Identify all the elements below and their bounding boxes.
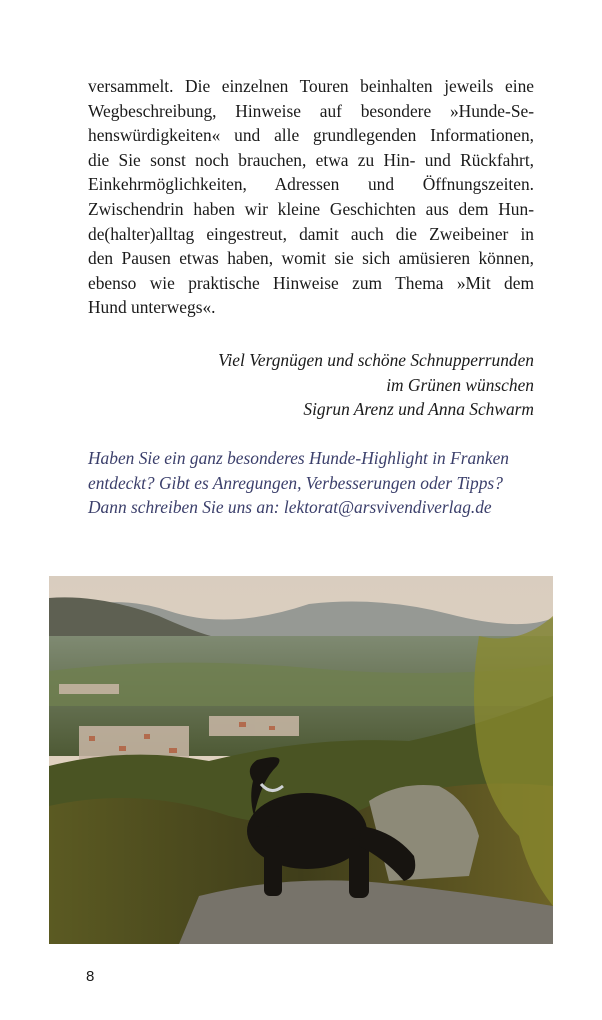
contact-note: [88, 446, 534, 520]
body-line: Zwischendrin haben wir kleine Geschichten aus dem Hun-: [88, 198, 534, 219]
body-line: Wegbeschreibung, Hinweise auf besondere »Hunde-Se-: [88, 100, 534, 121]
body-line: Hund unterwegs«.: [88, 297, 216, 318]
body-paragraph: [88, 74, 534, 320]
body-line: versammelt. Die einzelnen Touren beinhalten jeweils eine: [88, 76, 534, 96]
body-line: ebenso wie praktische Hinweise zum Thema »Mit dem: [88, 272, 534, 293]
body-line: den Pausen etwas haben, womit sie sich amüsieren können,: [88, 248, 534, 269]
note-line: entdeckt? Gibt es Anregungen, Verbesserungen oder Tipps?: [88, 472, 503, 493]
page-number: 8: [86, 968, 95, 985]
signoff: [88, 348, 534, 422]
note-line: Haben Sie ein ganz besonderes Hunde-Highlight in Franken: [88, 448, 510, 468]
body-line: de(halter)alltag eingestreut, damit auch die Zweibeiner in: [88, 223, 534, 244]
signoff-line: Viel Vergnügen und schöne Schnupperrunden: [218, 350, 534, 370]
signoff-authors: Sigrun Arenz und Anna Schwarm: [303, 399, 534, 420]
body-line: Einkehrmöglichkeiten, Adressen und Öffnungszeiten.: [88, 174, 534, 195]
signoff-line: im Grünen wünschen: [386, 374, 534, 395]
landscape-dog-photo: [49, 576, 553, 944]
body-line: henswürdigkeiten« und alle grundlegenden Informationen,: [88, 125, 534, 146]
note-line-email[interactable]: Dann schreiben Sie uns an: lektorat@arsvivendiverlag.de: [88, 497, 492, 518]
body-line: die Sie sonst noch brauchen, etwa zu Hin- und Rückfahrt,: [88, 149, 534, 170]
